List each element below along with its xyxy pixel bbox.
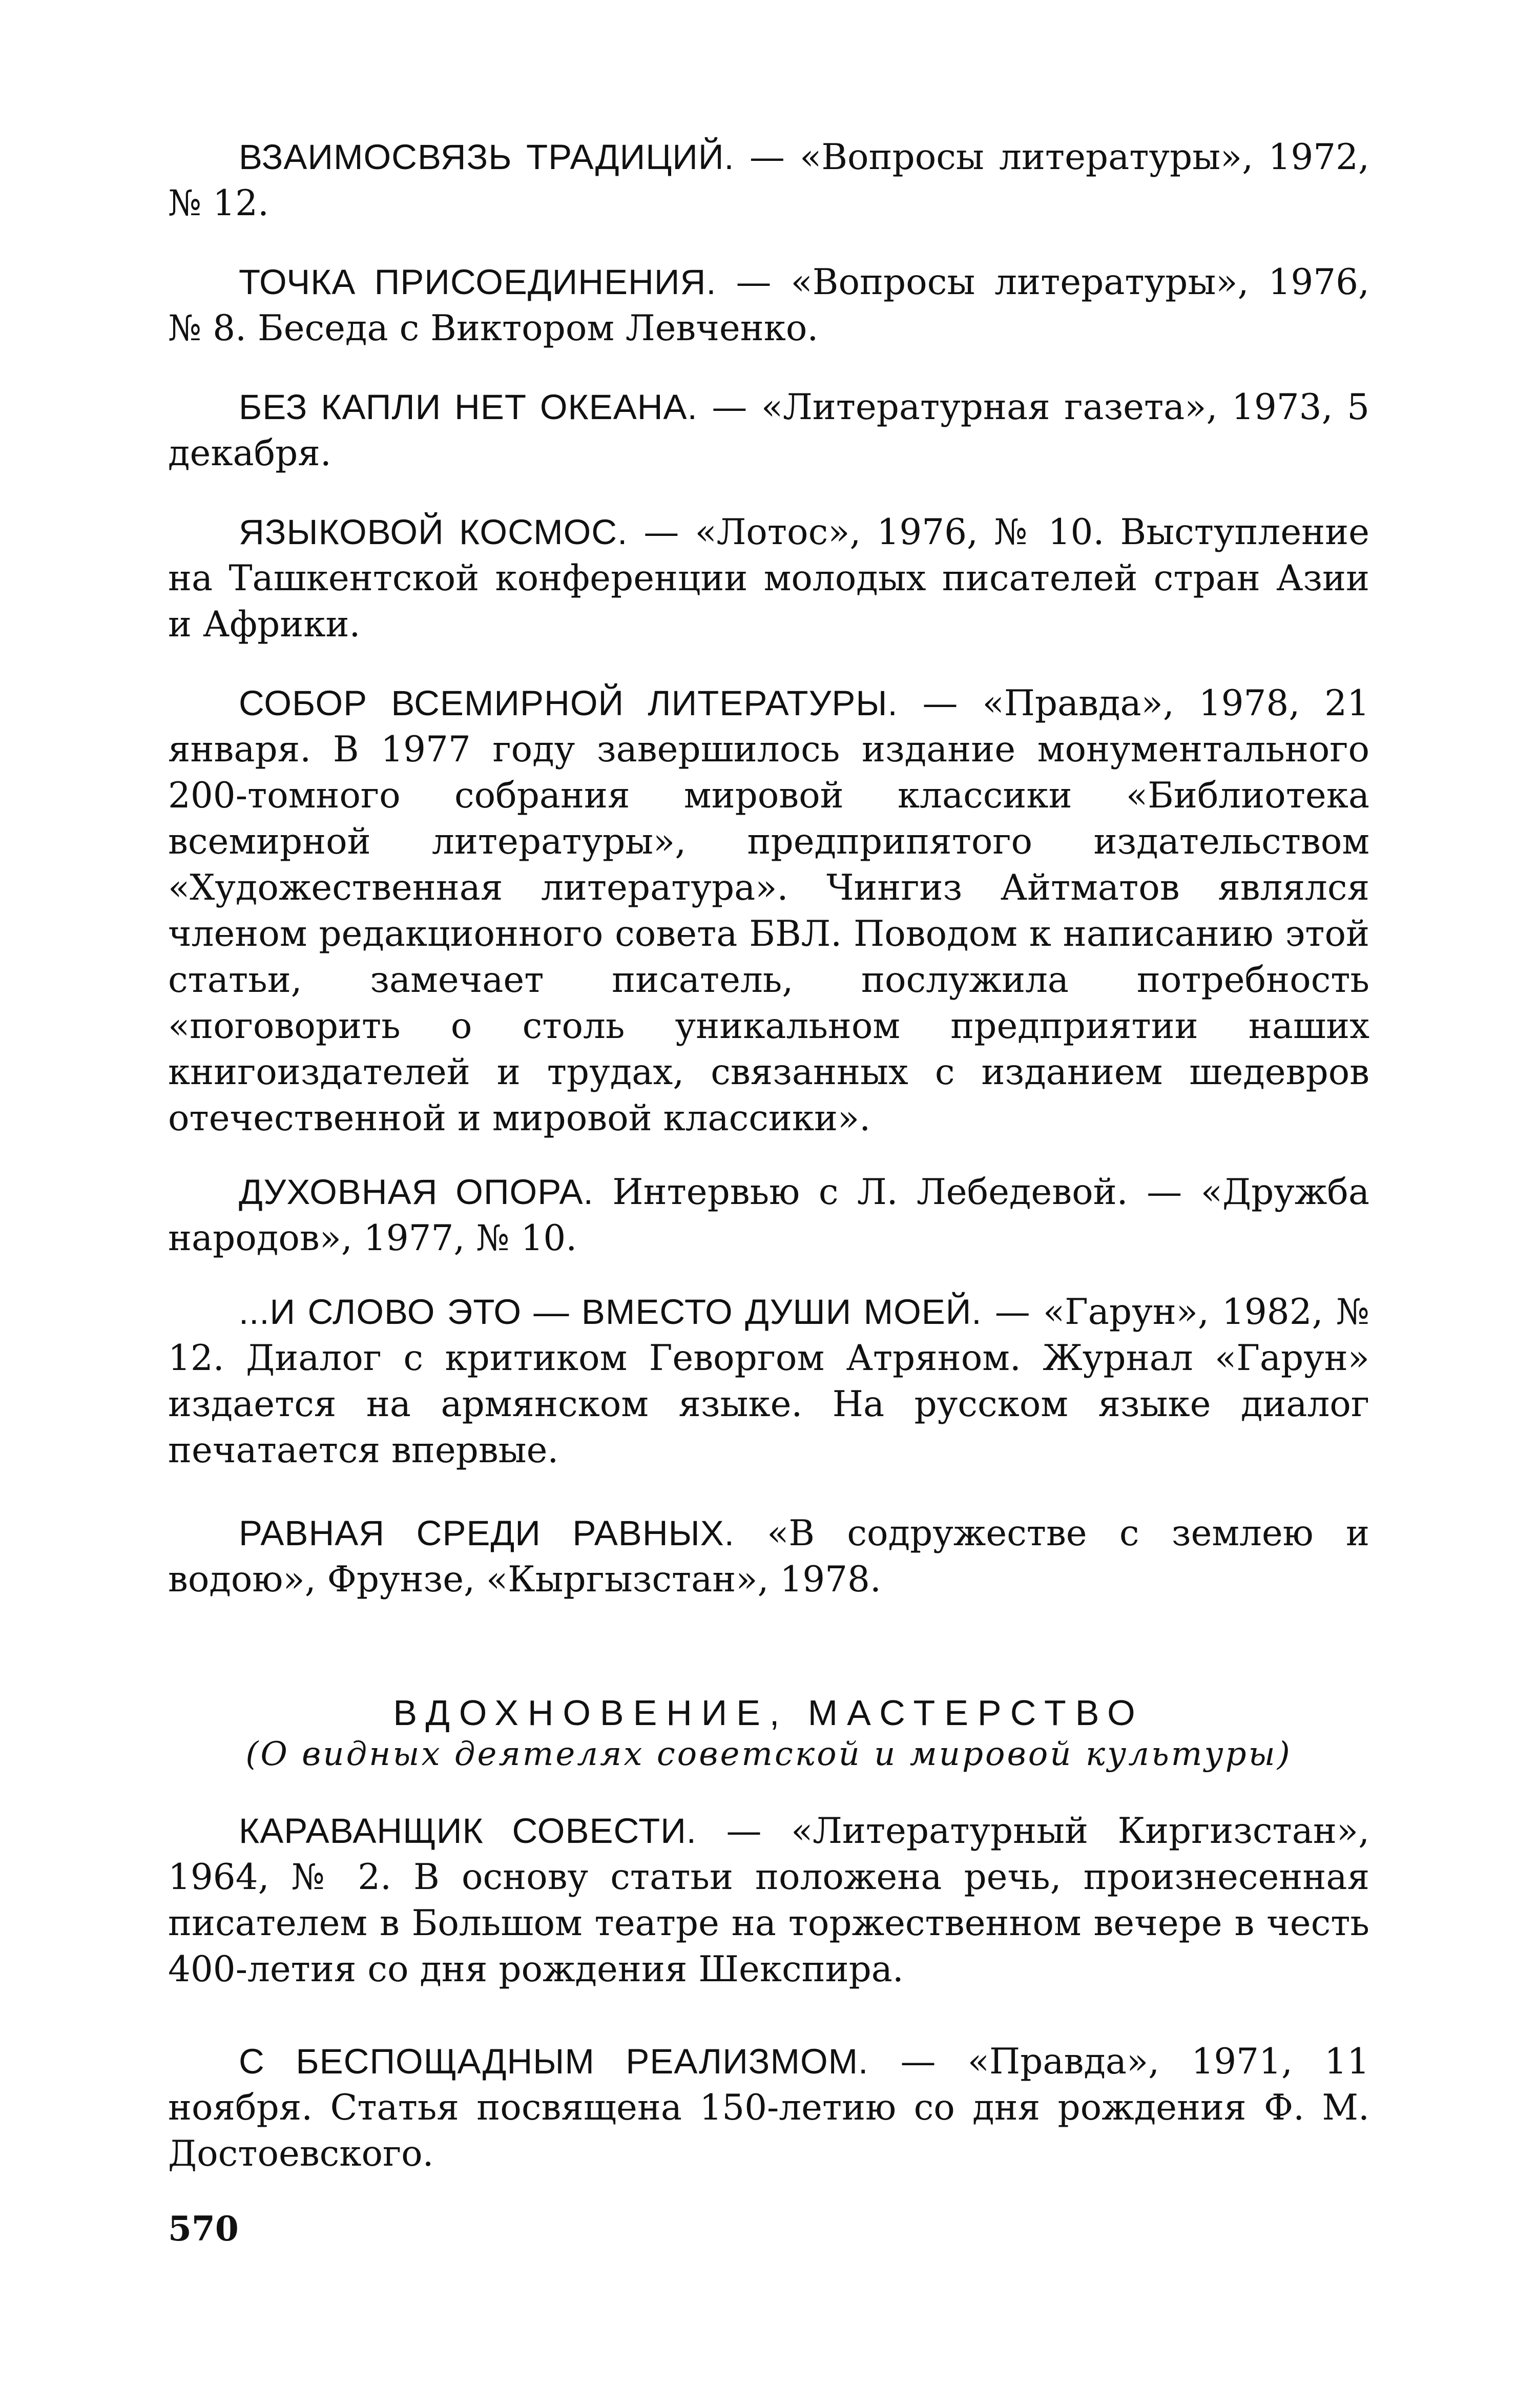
entry-text: — «Правда», 1971, 11 ноября. Статья посвящена 150-летию со дня рождения Ф. М. Достоевского. (168, 2041, 1369, 2174)
page-number: 570 (168, 2209, 239, 2249)
entry-text: — «Вопросы литературы», 1976, № 8. Беседа с Виктором Левченко. (168, 262, 1369, 349)
section-title: ВДОХНОВЕНИЕ, МАСТЕРСТВО (393, 1693, 1145, 1733)
entry-title: ТОЧКА ПРИСОЕДИНЕНИЯ. (239, 262, 717, 302)
entry-title: ЯЗЫКОВОЙ КОСМОС. (239, 512, 628, 552)
section-subtitle: (О видных деятелях советской и мировой культуры) (245, 1735, 1292, 1773)
entry-text: — «Лотос», 1976, № 10. Выступление на Ташкентской конференции молодых писателей стран Азии и Африки. (168, 512, 1369, 645)
entry-title: РАВНАЯ СРЕДИ РАВНЫХ. (239, 1513, 735, 1553)
entry-text: «В содружестве с землею и водою», Фрунзе, «Кыргызстан», 1978. (168, 1513, 1369, 1600)
entry-title: ...И СЛОВО ЭТО — ВМЕСТО ДУШИ МОЕЙ. (239, 1292, 982, 1332)
bibliography-entry (168, 680, 1369, 1141)
entry-text: — «Правда», 1978, 21 января. В 1977 году завершилось издание монументального 200-томного собрания мировой классики «Библиотека всемирной литературы», предприпятого издательством «Художественная литература». Чингиз Айтматов являлся членом редакционного совета БВЛ. Поводом к написанию этой статьи, замечает писатель, послужила потребность «поговорить о столь уникальном предприятии наших книгоиздателей и трудах, связанных с изданием шедевров отечественной и мировой классики». (168, 683, 1369, 1139)
bibliography-entry (168, 2039, 1369, 2177)
entry-text: — «Гарун», 1982, № 12. Диалог с критиком Геворгом Атряном. Журнал «Гарун» издается на армянском языке. На русском языке диалог печатается впервые. (168, 1292, 1369, 1471)
bibliography-entry (168, 1808, 1369, 1992)
entry-text: Интервью с Л. Лебедевой. — «Дружба народов», 1977, № 10. (168, 1172, 1369, 1259)
entry-title: СОБОР ВСЕМИРНОЙ ЛИТЕРАТУРЫ. (239, 683, 898, 723)
bibliography-entry (168, 134, 1369, 226)
bibliography-entry (168, 1169, 1369, 1261)
bibliography-entry (168, 1510, 1369, 1603)
bibliography-entry (168, 1289, 1369, 1473)
entry-title: ВЗАИМОСВЯЗЬ ТРАДИЦИЙ. (239, 137, 735, 177)
page-body (168, 134, 1369, 2177)
bibliography-entry (168, 259, 1369, 351)
section-heading (168, 1692, 1369, 1775)
bibliography-entry (168, 384, 1369, 476)
entry-title: С БЕСПОЩАДНЫМ РЕАЛИЗМОМ. (239, 2042, 869, 2081)
entry-title: КАРАВАНЩИК СОВЕСТИ. (239, 1811, 697, 1851)
bibliography-entry (168, 509, 1369, 648)
entry-title: БЕЗ КАПЛИ НЕТ ОКЕАНА. (239, 387, 698, 427)
entry-title: ДУХОВНАЯ ОПОРА. (239, 1172, 594, 1212)
entry-text: — «Литературная газета», 1973, 5 декабря. (168, 387, 1369, 474)
entry-text: — «Вопросы литературы», 1972, № 12. (168, 137, 1369, 224)
entry-text: — «Литературный Киргизстан», 1964, № 2. В основу статьи положена речь, произнесенная писателем в Большом театре на торжественном вечере в честь 400-летия со дня рождения Шекспира. (168, 1811, 1369, 1990)
